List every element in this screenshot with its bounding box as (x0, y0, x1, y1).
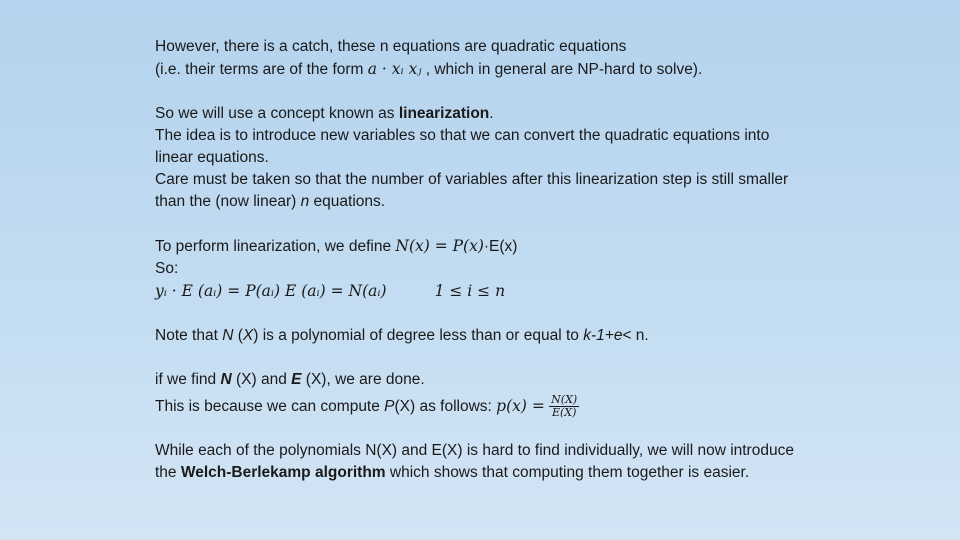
text-fragment: (X), we are done. (301, 371, 425, 388)
text-line (155, 235, 855, 258)
text-fragment: Note that (155, 327, 223, 344)
text-line: However, there is a catch, these n equations are quadratic equations (155, 38, 627, 55)
text-fragment: ) is a polynomial of degree less than or equal to (253, 327, 584, 344)
italic-n: n (300, 193, 310, 210)
spacer (155, 303, 855, 325)
text-line (155, 369, 855, 391)
index-range: 1 ≤ i ≤ n (434, 282, 506, 300)
definition-formula: N(x) = P(x) (395, 237, 484, 255)
spacer (155, 81, 855, 103)
text-fragment: ( (233, 327, 243, 344)
text-line: The idea is to introduce new variables so that we can convert the quadratic equations into (155, 127, 770, 144)
text-line (155, 325, 855, 347)
text-fragment: To perform linearization, we define (155, 238, 396, 255)
text-fragment: which shows that computing them together is easier. (385, 464, 750, 481)
text-fragment: if we find (155, 371, 221, 388)
italic-X: X (242, 327, 254, 344)
text-line: While each of the polynomials N(X) and E(X) is hard to find individually, we will now introduce (155, 442, 794, 459)
text-line (155, 58, 855, 81)
text-fragment: (i.e. their terms are of the form (155, 61, 368, 78)
text-line (155, 462, 855, 484)
bold-E: E (291, 371, 302, 388)
slide-body (155, 36, 855, 484)
text-fragment: (X) and (231, 371, 292, 388)
text-fragment: the (155, 464, 181, 481)
text-fragment: So we will use a concept known as (155, 105, 399, 122)
px-formula: p(x) = (496, 397, 545, 415)
bold-term-welch-berlekamp: Welch-Berlekamp algorithm (180, 464, 386, 481)
text-fragment: ·E(x) (483, 238, 518, 255)
fraction-n-over-e (549, 394, 579, 419)
text-fragment: , which in general are NP-hard to solve). (421, 61, 703, 78)
text-line (155, 191, 855, 213)
text-line: Care must be taken so that the number of variables after this linearization step is still smaller (155, 171, 789, 188)
spacer (155, 347, 855, 369)
italic-P: P (384, 398, 395, 415)
text-line (155, 391, 855, 422)
fraction-numerator: N(X) (551, 393, 578, 407)
degree-bound: k-1+e (583, 327, 623, 344)
fraction-denominator: E(X) (551, 406, 577, 420)
text-fragment: equations. (309, 193, 386, 210)
text-fragment: . (489, 105, 494, 122)
bold-N: N (220, 371, 232, 388)
linearized-equation: yᵢ · E (aᵢ) = P(aᵢ) E (aᵢ) = N(aᵢ) (155, 282, 387, 300)
text-line: linear equations. (155, 149, 269, 166)
spacer (155, 213, 855, 235)
italic-N: N (222, 327, 234, 344)
spacer (155, 422, 855, 440)
text-fragment: < n. (622, 327, 649, 344)
text-fragment: This is because we can compute (155, 398, 385, 415)
quadratic-term-formula: a · xᵢ xⱼ (367, 60, 422, 78)
text-line: So: (155, 260, 179, 277)
text-fragment: than the (now linear) (155, 193, 301, 210)
text-line (155, 103, 855, 125)
bold-term-linearization: linearization (398, 105, 490, 122)
text-fragment: (X) as follows: (394, 398, 497, 415)
equation-line (155, 280, 855, 303)
